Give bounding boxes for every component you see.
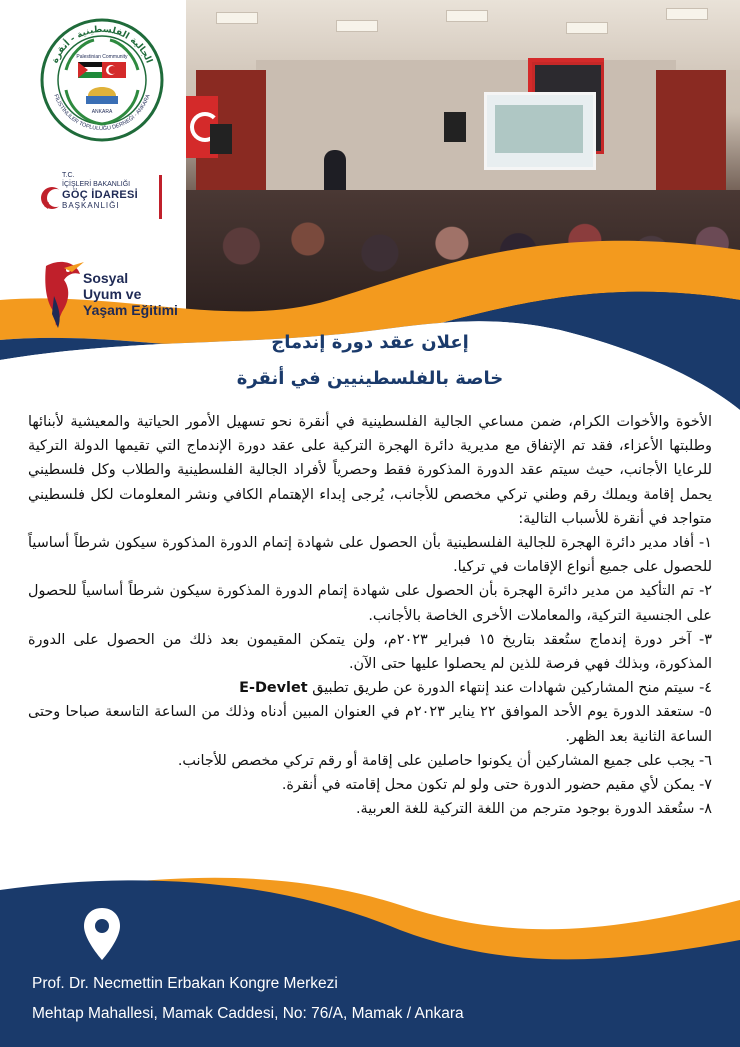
edevlet-app-name: E-Devlet [239, 680, 308, 697]
community-logo-city: ANKARA [91, 109, 113, 115]
location-pin-icon [82, 906, 122, 962]
goc-logo [62, 172, 138, 211]
sosyal-uyum-logo [83, 270, 178, 318]
item-5: ٥- ستعقد الدورة يوم الأحد الموافق ٢٢ يناير ٢٠٢٣م في العنوان المبين أدناه وذلك من الساعة التاسعة صباحا وحتى الساعة الثانية بعد الظهر. [28, 704, 712, 745]
goc-presidency: BAŞKANLIĞI [62, 201, 120, 210]
goc-name: GÖÇ İDARESİ [62, 189, 139, 201]
item-8: ٨- ستُعقد الدورة بوجود مترجم من اللغة التركية للغة العربية. [355, 801, 712, 818]
sosyal-line1: Sosyal [83, 270, 129, 286]
bird-icon [40, 256, 84, 330]
goc-ministry: İÇİŞLERİ BAKANLIĞI [62, 181, 131, 188]
item-4-text: ٤- سيتم منح المشاركين شهادات عند إنتهاء الدورة عن طريق تطبيق [312, 680, 712, 697]
goc-crescent-icon [40, 176, 60, 220]
community-logo-english: Palestinian Community [76, 54, 128, 60]
community-logo [40, 18, 164, 142]
item-4 [28, 676, 712, 700]
community-logo-turkish: FİLİSTİNLİLER TOPLULUĞU DERNEĞİ - ANKARA [52, 93, 152, 133]
title-line2: خاصة بالفلسطينيين في أنقرة [236, 368, 504, 389]
item-3: ٣- آخر دورة إندماج ستُعقد بتاريخ ١٥ فبراير ٢٠٢٣م، ولن يتمكن المقيمون بعد ذلك من الحصول على الدورة المذكورة، وبذلك فهي فرصة للذين لم يحصلوا عليها حتى الآن. [28, 631, 712, 673]
goc-divider [159, 175, 162, 219]
venue-name: Prof. Dr. Necmettin Erbakan Kongre Merkezi [32, 975, 338, 992]
sosyal-line3: Yaşam Eğitimi [83, 302, 178, 318]
announcement-body [28, 410, 712, 821]
item-1: ١- أفاد مدير دائرة الهجرة للجالية الفلسطينية بأن الحصول على شهادة إتمام الدورة المذكورة سيكون شرطاً أساسياً للحصول على جميع أنواع الإقامات في تركيا. [28, 535, 712, 576]
item-2: ٢- تم التأكيد من مدير دائرة الهجرة بأن الحصول على شهادة إتمام الدورة المذكورة سيكون شرطاً أساسياً للحصول على الجنسية التركية، والمعاملات الأخرى الخاصة بالأجانب. [28, 583, 712, 624]
item-7: ٧- يمكن لأي مقيم حضور الدورة حتى ولو لم تكون محل إقامته في أنقرة. [281, 777, 712, 794]
venue-address: Mehtap Mahallesi, Mamak Caddesi, No: 76/A, Mamak / Ankara [32, 1005, 464, 1022]
community-logo-arabic: الجالية الفلسطينية - أنقرة [50, 24, 154, 65]
sosyal-line2: Uyum ve [83, 286, 142, 302]
item-6: ٦- يجب على جميع المشاركين أن يكونوا حاصلين على إقامة أو رقم تركي مخصص للأجانب. [177, 752, 712, 769]
title-line1: إعلان عقد دورة إندماج [271, 332, 469, 353]
intro-paragraph: الأخوة والأخوات الكرام، ضمن مساعي الجالية الفلسطينية في أنقرة نحو تسهيل الأمور الحياتية والمعيشية لأبنائها وطلبتها الأعزاء، فقد تم الإتفاق مع مديرية دائرة الهجرة التركية على عقد دورة الإندماج التي تقيمها الدولة التركية للرعايا الأجانب، حيث سيتم عقد الدورة المذكورة فقط وحصرياً لأفراد الجالية الفلسطينية والطلاب وكل فلسطيني يحمل إقامة ويملك رقم وطني تركي مخصص للأجانب، يُرجى إبداء الإهتمام الكافي ونشر المعلومات لكل فلسطيني متواجد في أنقرة للأسباب التالية: [28, 414, 712, 527]
goc-tc: T.C. [62, 172, 75, 179]
